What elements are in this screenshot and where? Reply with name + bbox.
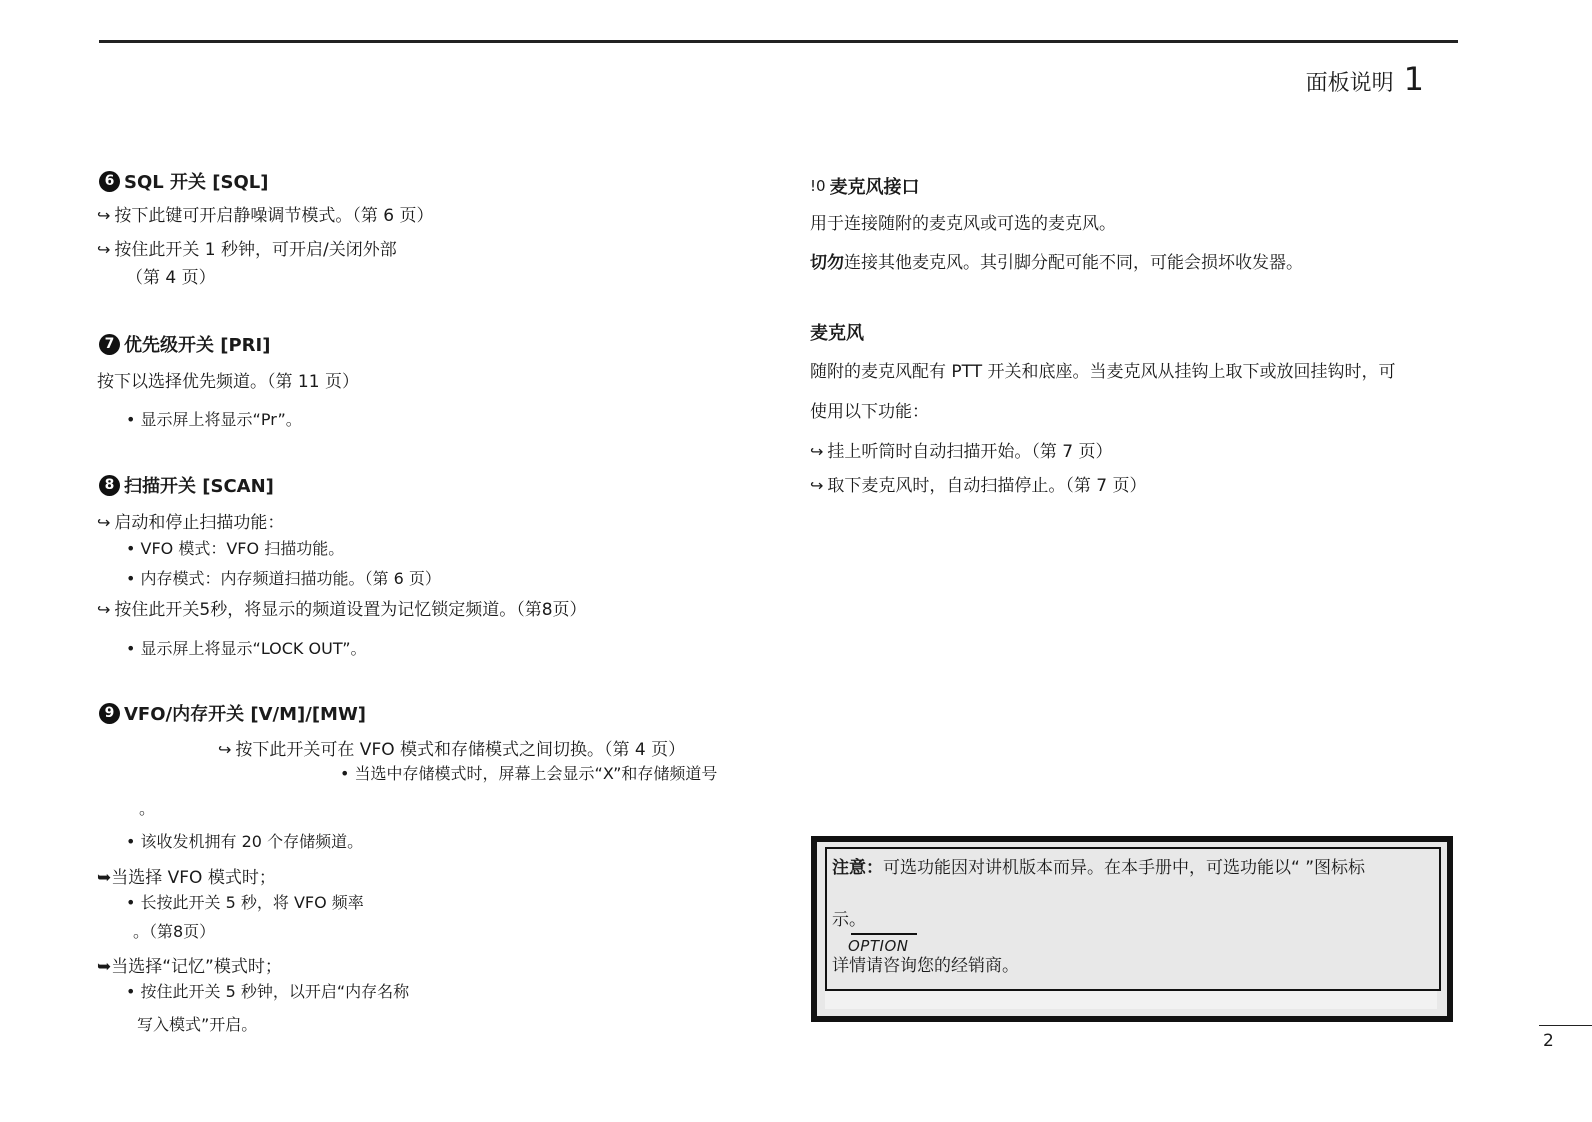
vfo-line-4: • 该收发机拥有 20 个存储频道。 xyxy=(126,832,364,851)
heading-vfo xyxy=(99,700,366,726)
curved-arrow-icon: ↪ xyxy=(97,513,111,532)
right-arrow-icon: ➥ xyxy=(97,868,112,888)
heading-vfo-text: VFO/内存开关 [V/M]/[MW] xyxy=(124,704,367,725)
heading-sql-text: SQL 开关 [SQL] xyxy=(124,172,269,193)
bullet-icon: • xyxy=(126,982,141,1001)
vfo-line-10: 写入模式”开启。 xyxy=(137,1015,258,1034)
mic-connector-line-2: 切勿连接其他麦克风。其引脚分配可能不同，可能会损坏收发器。 xyxy=(810,253,1303,273)
note-bottom-strip xyxy=(825,991,1437,1009)
sql-line-3: （第 4 页） xyxy=(126,268,216,288)
scan-line-1: ↪ 启动和停止扫描功能： xyxy=(97,513,285,533)
bullet-icon: • xyxy=(126,893,141,912)
page-number: 2 xyxy=(1543,1031,1554,1051)
bullet-icon: • xyxy=(126,410,141,429)
note-line-2: 示。 xyxy=(832,910,866,930)
heading-microphone: 麦克风 xyxy=(810,323,864,344)
curved-arrow-icon: ↪ xyxy=(97,206,111,225)
scan-line-3: • 内存模式：内存频道扫描功能。（第 6 页） xyxy=(126,569,441,588)
note-label: 注意： xyxy=(832,858,883,878)
heading-pri xyxy=(99,331,270,357)
heading-sql xyxy=(99,168,268,194)
vfo-line-1: ↪ 按下此开关可在 VFO 模式和存储模式之间切换。（第 4 页） xyxy=(218,740,686,760)
sql-line-1: ↪ 按下此键可开启静噪调节模式。（第 6 页） xyxy=(97,206,434,226)
number-6-icon: 6 xyxy=(99,171,120,192)
heading-scan-text: 扫描开关 [SCAN] xyxy=(124,476,274,497)
top-rule xyxy=(99,40,1458,43)
sql-line-2: ↪ 按住此开关 1 秒钟，可开启/关闭外部 xyxy=(97,240,397,260)
pri-line-2: • 显示屏上将显示“Pr”。 xyxy=(126,410,302,429)
number-10-label: !0 xyxy=(810,177,826,195)
chapter-number: 1 xyxy=(1403,60,1424,98)
curved-arrow-icon: ↪ xyxy=(97,240,111,259)
bullet-icon: • xyxy=(126,569,141,588)
page-number-rule xyxy=(1539,1025,1592,1026)
heading-mic-connector-text: 麦克风接口 xyxy=(829,177,920,198)
vfo-line-6: • 长按此开关 5 秒，将 VFO 频率 xyxy=(126,893,364,912)
option-icon-rule xyxy=(851,933,917,935)
vfo-line-9: • 按住此开关 5 秒钟，以开启“内存名称 xyxy=(126,982,410,1001)
number-8-icon: 8 xyxy=(99,475,120,496)
pri-line-1: 按下以选择优先频道。（第 11 页） xyxy=(97,372,359,392)
mic-line-4: ↪ 取下麦克风时，自动扫描停止。（第 7 页） xyxy=(810,476,1147,496)
heading-pri-text: 优先级开关 [PRI] xyxy=(124,335,271,356)
vfo-line-3: 。 xyxy=(139,799,156,818)
number-7-icon: 7 xyxy=(99,334,120,355)
mic-connector-line-1: 用于连接随附的麦克风或可选的麦克风。 xyxy=(810,214,1116,234)
note-line-1: 注意：可选功能因对讲机版本而异。在本手册中，可选功能以“ ”图标标 xyxy=(832,858,1366,878)
curved-arrow-icon: ↪ xyxy=(810,476,824,495)
mic-line-3: ↪ 挂上听筒时自动扫描开始。（第 7 页） xyxy=(810,442,1113,462)
scan-line-4: ↪ 按住此开关5秒，将显示的频道设置为记忆锁定频道。（第8页） xyxy=(97,600,587,620)
mic-line-2: 使用以下功能： xyxy=(810,402,929,422)
scan-line-2: • VFO 模式：VFO 扫描功能。 xyxy=(126,539,345,558)
bullet-icon: • xyxy=(126,639,141,658)
mic-line-1: 随附的麦克风配有 PTT 开关和底座。当麦克风从挂钩上取下或放回挂钩时，可 xyxy=(810,362,1396,382)
curved-arrow-icon: ↪ xyxy=(218,740,232,759)
section-title: 面板说明 xyxy=(1305,71,1394,96)
option-icon: OPTION xyxy=(848,937,909,955)
vfo-line-8: ➥当选择“记忆”模式时； xyxy=(97,957,282,977)
right-arrow-icon: ➥ xyxy=(97,957,112,977)
curved-arrow-icon: ↪ xyxy=(97,600,111,619)
bullet-icon: • xyxy=(340,764,355,783)
vfo-line-7: 。（第8页） xyxy=(133,922,216,941)
page-header xyxy=(1306,60,1424,98)
curved-arrow-icon: ↪ xyxy=(810,442,824,461)
scan-line-5: • 显示屏上将显示“LOCK OUT”。 xyxy=(126,639,367,658)
caution-word: 切勿 xyxy=(810,253,844,273)
vfo-line-5: ➥当选择 VFO 模式时； xyxy=(97,868,276,888)
bullet-icon: • xyxy=(126,539,141,558)
bullet-icon: • xyxy=(126,832,141,851)
vfo-line-2: • 当选中存储模式时，屏幕上会显示“X”和存储频道号 xyxy=(340,764,718,783)
heading-mic-connector xyxy=(810,173,920,199)
heading-scan xyxy=(99,472,274,498)
note-line-3: 详情请咨询您的经销商。 xyxy=(832,956,1019,976)
number-9-icon: 9 xyxy=(99,703,120,724)
